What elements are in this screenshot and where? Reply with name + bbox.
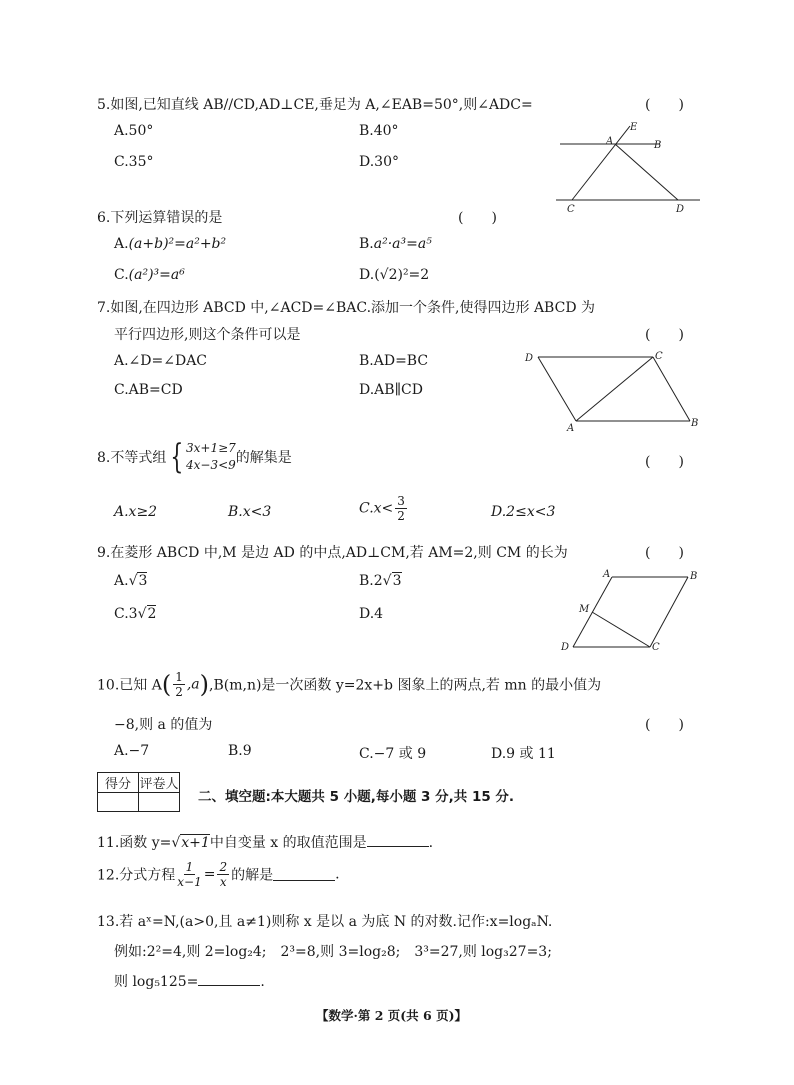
q8-brace: { <box>170 437 184 477</box>
q6-c-expr: (a²)³=a⁶ <box>128 267 185 283</box>
q12-equals: = <box>203 866 216 883</box>
q13-line2: 例如:2²=4,则 2=log₂4; 2³=8,则 3=log₂8; 3³=27,则 log₃27=3; <box>114 944 552 960</box>
q7-option-d: D.AB∥CD <box>359 382 423 398</box>
q13-answer-blank[interactable] <box>198 973 260 986</box>
q9-a-rad: 3 <box>138 573 148 589</box>
q13-line3 <box>114 971 265 991</box>
section2-title: 二、填空题:本大题共 5 小题,每小题 3 分,共 15 分. <box>198 789 515 805</box>
q10-option-a: A.−7 <box>114 743 150 759</box>
q6-b-expr: a²·a³=a⁵ <box>373 236 432 252</box>
q9-c-rad: 2 <box>147 606 157 622</box>
q10-option-c: C.−7 或 9 <box>359 746 427 762</box>
q9-figure <box>556 565 706 657</box>
score-table <box>97 772 180 812</box>
q10-stem-line2: −8,则 a 的值为 <box>114 717 213 733</box>
q6-bracket: ( ) <box>458 210 497 226</box>
q7-bracket: ( ) <box>645 327 684 343</box>
q12-end: . <box>335 866 340 883</box>
q5-option-a: A.50° <box>114 123 154 139</box>
score-header: 得分 <box>98 773 139 793</box>
q10-option-d: D.9 或 11 <box>491 746 556 762</box>
q8-stem <box>97 437 292 477</box>
q11-suffix: 中自变量 x 的取值范围是 <box>209 835 367 851</box>
q8-bracket: ( ) <box>645 454 684 470</box>
q7-option-b: B.AD=BC <box>359 353 429 369</box>
q9-option-a: A.√3 <box>114 573 148 589</box>
q7-figure <box>520 345 705 435</box>
q10-prefix: 10.已知 A <box>97 677 162 694</box>
q8-c-prefix: C.x< <box>359 500 394 517</box>
q9-label-b: B <box>690 571 698 582</box>
q9-a-prefix: A. <box>114 573 129 589</box>
q12-suffix: 的解是 <box>231 867 274 884</box>
q9-label-c: C <box>652 642 660 653</box>
q6-stem: 6.下列运算错误的是 <box>97 210 223 226</box>
q6-c-prefix: C. <box>114 267 129 283</box>
q5-label-b: B <box>654 140 662 151</box>
q6-a-expr: (a+b)²=a²+b² <box>128 236 227 252</box>
q7-option-c: C.AB=CD <box>114 382 183 398</box>
q8-option-c <box>359 494 409 523</box>
q13-end: . <box>260 974 265 990</box>
q5-label-d: D <box>676 204 685 215</box>
q12-fraction-1 <box>177 860 201 889</box>
q10-stem-line1 <box>97 670 601 699</box>
q13-line3-prefix: 则 log₅125= <box>114 974 199 990</box>
q6-d-expr: (√2)²=2 <box>374 267 430 283</box>
q8-prefix: 8.不等式组 <box>97 450 167 466</box>
q10-right-paren: ) <box>199 670 210 699</box>
q12-f2-den: x <box>219 875 227 889</box>
q10-fraction <box>173 670 185 699</box>
q5-option-d: D.30° <box>359 154 399 170</box>
q7-stem-line2: 平行四边形,则这个条件可以是 <box>114 327 301 343</box>
q6-option-b <box>359 236 432 252</box>
q9-label-a: A <box>603 569 611 580</box>
q11-end: . <box>428 835 434 851</box>
q9-option-c: C.3√2 <box>114 606 157 622</box>
q5-option-b: B.40° <box>359 123 399 139</box>
q7-label-a: A <box>567 423 575 434</box>
q12-f1-den: x−1 <box>177 875 202 889</box>
q13-line1: 13.若 aˣ=N,(a>0,且 a≠1)则称 x 是以 a 为底 N 的对数.记作:x=logₐN. <box>97 914 553 930</box>
grader-header: 评卷人 <box>139 773 180 793</box>
q5-label-e: E <box>630 122 638 133</box>
q12-f2-num: 2 <box>219 860 228 874</box>
q7-option-a: A.∠D=∠DAC <box>114 353 208 369</box>
q10-frac-den: 2 <box>175 685 183 699</box>
q10-rest: ,B(m,n)是一次函数 y=2x+b 图象上的两点,若 mn 的最小值为 <box>209 677 602 694</box>
q6-option-d <box>359 267 429 283</box>
q12-answer-blank[interactable] <box>273 868 335 881</box>
q8-suffix: 的解集是 <box>235 450 292 466</box>
q12-fraction-2 <box>217 860 229 889</box>
q8-option-d: D.2≤x<3 <box>491 504 556 520</box>
q8-option-a: A.x≥2 <box>114 504 158 520</box>
q6-option-a <box>114 236 226 252</box>
q8-option-b: B.x<3 <box>228 504 272 520</box>
q8-c-fraction <box>395 494 407 523</box>
page-footer: 【数学·第 2 页(共 6 页)】 <box>316 1008 467 1023</box>
q9-label-m: M <box>579 604 590 615</box>
q5-stem: 5.如图,已知直线 AB//CD,AD⊥CE,垂足为 A,∠EAB=50°,则∠ADC= <box>97 97 533 113</box>
q10-after-frac: ,a <box>186 676 200 693</box>
q11-stem: 11.函数 y=√x+1中自变量 x 的取值范围是 . <box>97 835 434 851</box>
q7-label-d: D <box>525 353 534 364</box>
q11-rad: x+1 <box>181 835 210 851</box>
q5-figure <box>550 118 710 218</box>
q9-bracket: ( ) <box>645 545 684 561</box>
q6-option-c <box>114 267 185 283</box>
grader-cell[interactable] <box>139 793 180 812</box>
q5-bracket: ( ) <box>645 97 684 113</box>
q12-stem <box>97 860 340 889</box>
q7-label-c: C <box>655 351 663 362</box>
q5-label-c: C <box>567 204 575 215</box>
q9-option-b: B.2√3 <box>359 573 402 589</box>
q6-b-prefix: B. <box>359 236 374 252</box>
q5-label-a: A <box>606 136 614 147</box>
q11-prefix: 11.函数 y= <box>97 835 172 851</box>
q10-bracket: ( ) <box>645 717 684 733</box>
q6-a-prefix: A. <box>114 236 129 252</box>
q10-option-b: B.9 <box>228 743 252 759</box>
q9-stem: 9.在菱形 ABCD 中,M 是边 AD 的中点,AD⊥CM,若 AM=2,则 CM 的长为 <box>97 545 568 561</box>
q9-b-prefix: B.2 <box>359 573 383 589</box>
q6-d-prefix: D. <box>359 267 375 283</box>
q8-system <box>166 437 236 477</box>
q7-stem-line1: 7.如图,在四边形 ABCD 中,∠ACD=∠BAC.添加一个条件,使得四边形 ABCD 为 <box>97 300 595 316</box>
q9-label-d: D <box>561 642 570 653</box>
q8-line1: 3x+1≥7 <box>186 441 236 455</box>
q10-frac-num: 1 <box>175 670 183 684</box>
q7-label-b: B <box>691 418 699 429</box>
q8-c-den: 2 <box>397 509 405 523</box>
q12-prefix: 12.分式方程 <box>97 867 176 884</box>
q8-c-num: 3 <box>397 494 405 508</box>
q12-f1-num: 1 <box>185 860 194 874</box>
q5-option-c: C.35° <box>114 154 154 170</box>
q11-answer-blank[interactable] <box>367 834 429 847</box>
score-cell[interactable] <box>98 793 139 812</box>
q9-b-rad: 3 <box>392 573 402 589</box>
q8-line2: 4x−3<9 <box>186 458 236 472</box>
q10-left-paren: ( <box>161 670 172 699</box>
q9-option-d: D.4 <box>359 606 384 622</box>
q9-c-prefix: C.3 <box>114 606 138 622</box>
